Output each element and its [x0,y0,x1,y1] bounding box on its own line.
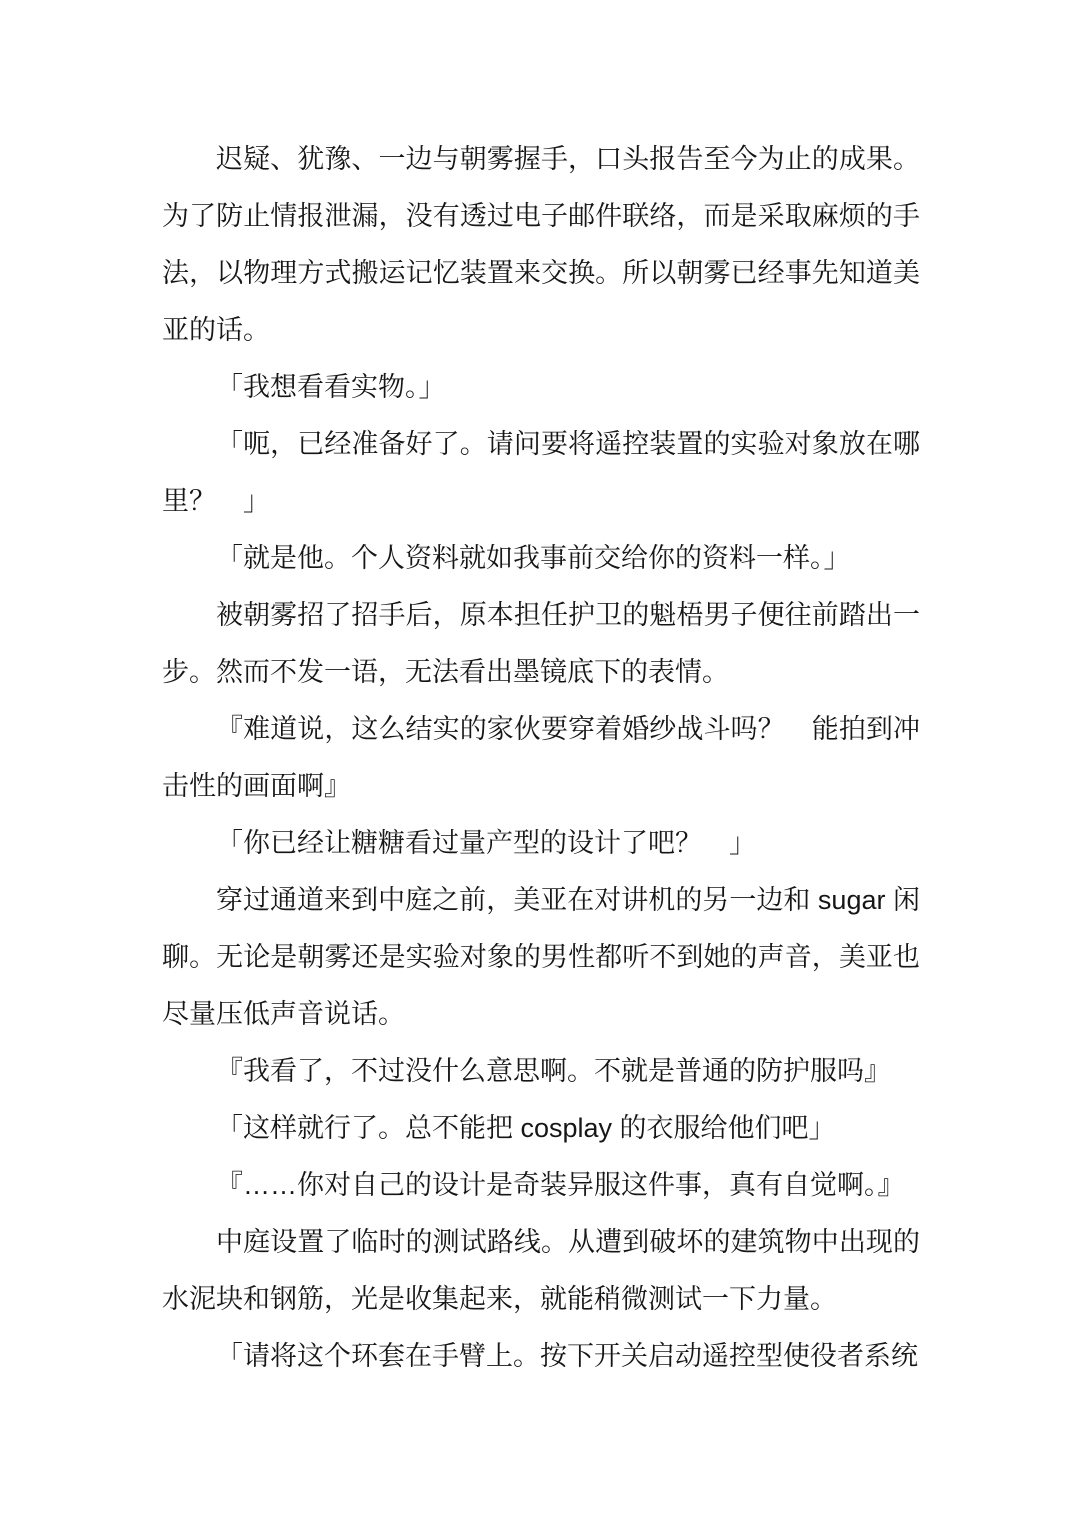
paragraph: 「呃，已经准备好了。请问要将遥控装置的实验对象放在哪里？ 」 [162,429,920,516]
paragraph: 「请将这个环套在手臂上。按下开关启动遥控型使役者系统 [216,1341,918,1371]
paragraph: 中庭设置了临时的测试路线。从遭到破坏的建筑物中出现的水泥块和钢筋，光是收集起来，就能稍微测试一下力量。 [162,1227,920,1314]
text-content [162,131,920,1385]
paragraph: 迟疑、犹豫、一边与朝雾握手，口头报告至今为止的成果。为了防止情报泄漏，没有透过电子邮件联络，而是采取麻烦的手法，以物理方式搬运记忆装置来交换。所以朝雾已经事先知道美亚的话。 [162,144,920,345]
paragraph: 被朝雾招了招手后，原本担任护卫的魁梧男子便往前踏出一步。然而不发一语，无法看出墨镜底下的表情。 [162,600,920,687]
paragraph: 穿过通道来到中庭之前，美亚在对讲机的另一边和 sugar 闲聊。无论是朝雾还是实验对象的男性都听不到她的声音，美亚也尽量压低声音说话。 [162,885,920,1029]
paragraph: 「就是他。个人资料就如我事前交给你的资料一样。」 [216,543,851,573]
paragraph: 「我想看看实物。」 [216,372,446,402]
paragraph: 『我看了，不过没什么意思啊。不就是普通的防护服吗』 [216,1056,891,1086]
paragraph: 「这样就行了。总不能把 cosplay 的衣服给他们吧」 [216,1113,836,1143]
paragraph: 『难道说，这么结实的家伙要穿着婚纱战斗吗？ 能拍到冲击性的画面啊』 [162,714,920,801]
paragraph: 「你已经让糖糖看过量产型的设计了吧？ 」 [216,828,756,858]
paragraph: 『……你对自己的设计是奇装异服这件事，真有自觉啊。』 [216,1170,905,1200]
